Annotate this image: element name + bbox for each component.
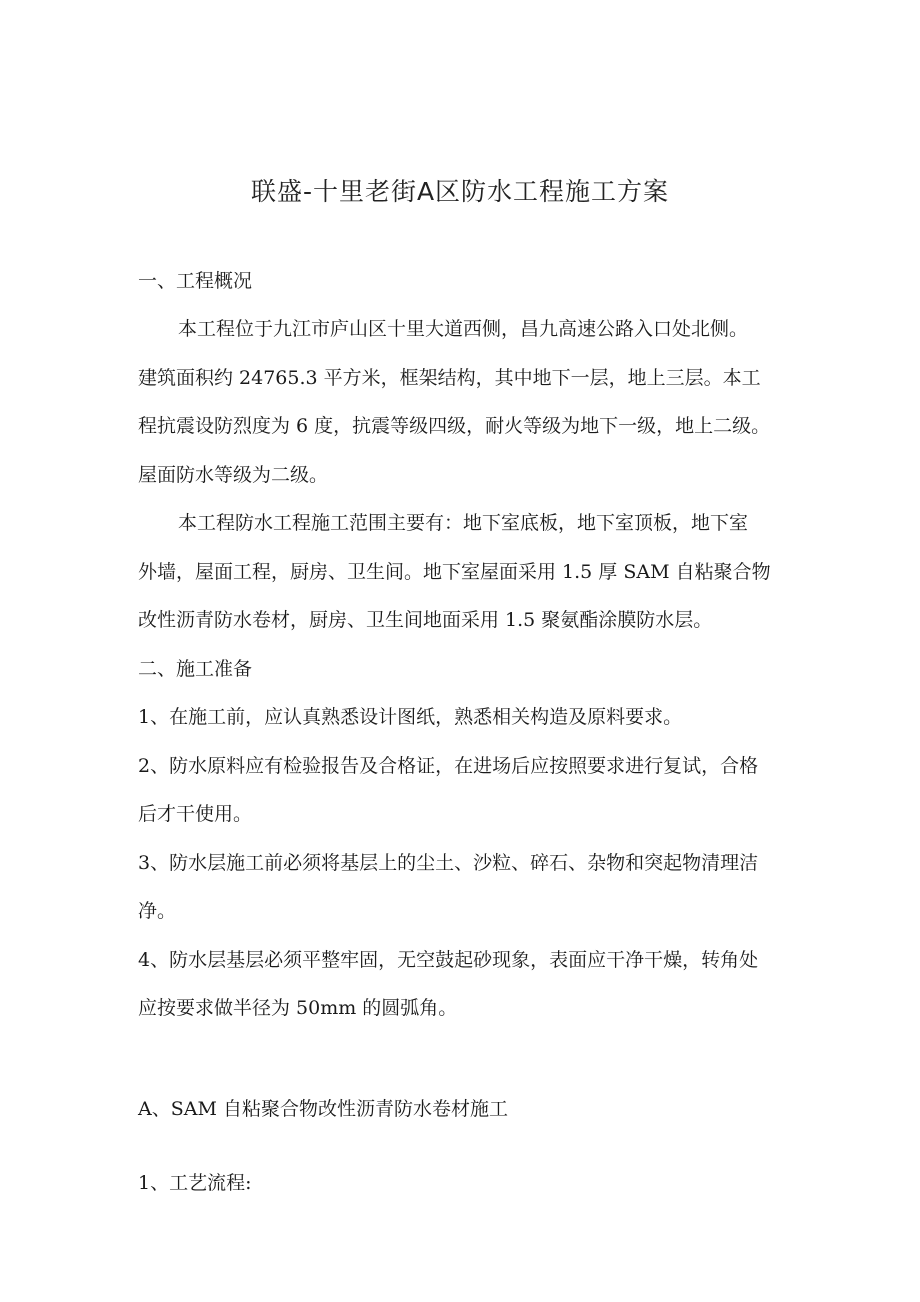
preparation-item-2-line: 2、防水原料应有检验报告及合格证，在进场后应按照要求进行复试，合格 bbox=[138, 755, 759, 777]
overview-paragraph-line: 屋面防水等级为二级。 bbox=[138, 464, 329, 486]
process-heading: 1、工艺流程: bbox=[138, 1172, 252, 1194]
section-heading-sam: A、SAM 自粘聚合物改性沥青防水卷材施工 bbox=[138, 1098, 508, 1120]
preparation-item-4-line: 应按要求做半径为 50mm 的圆弧角。 bbox=[138, 997, 458, 1019]
preparation-item-4-line: 4、防水层基层必须平整牢固，无空鼓起砂现象，表面应干净干燥，转角处 bbox=[138, 949, 759, 971]
overview-paragraph-line: 建筑面积约 24765.3 平方米，框架结构，其中地下一层，地上三层。本工 bbox=[138, 367, 761, 389]
preparation-item-2-line: 后才干使用。 bbox=[138, 803, 253, 825]
preparation-item-3-line: 净。 bbox=[138, 900, 177, 922]
scope-paragraph-line: 改性沥青防水卷材，厨房、卫生间地面采用 1.5 聚氨酯涂膜防水层。 bbox=[138, 609, 713, 631]
document-title: 联盛-十里老街A区防水工程施工方案 bbox=[250, 177, 670, 206]
scope-paragraph-line: 本工程防水工程施工范围主要有：地下室底板，地下室顶板，地下室 bbox=[178, 512, 749, 534]
overview-paragraph-line: 程抗震设防烈度为 6 度，抗震等级四级，耐火等级为地下一级，地上二级。 bbox=[138, 415, 771, 437]
scope-paragraph-line: 外墙，屋面工程，厨房、卫生间。地下室屋面采用 1.5 厚 SAM 自粘聚合物 bbox=[138, 561, 771, 583]
preparation-item-1: 1、在施工前，应认真熟悉设计图纸，熟悉相关构造及原料要求。 bbox=[138, 706, 683, 728]
overview-paragraph-line: 本工程位于九江市庐山区十里大道西侧，昌九高速公路入口处北侧。 bbox=[178, 318, 749, 340]
section-heading-preparation: 二、施工准备 bbox=[138, 658, 253, 680]
section-heading-overview: 一、工程概况 bbox=[138, 270, 253, 292]
preparation-item-3-line: 3、防水层施工前必须将基层上的尘土、沙粒、碎石、杂物和突起物清理洁 bbox=[138, 852, 759, 874]
